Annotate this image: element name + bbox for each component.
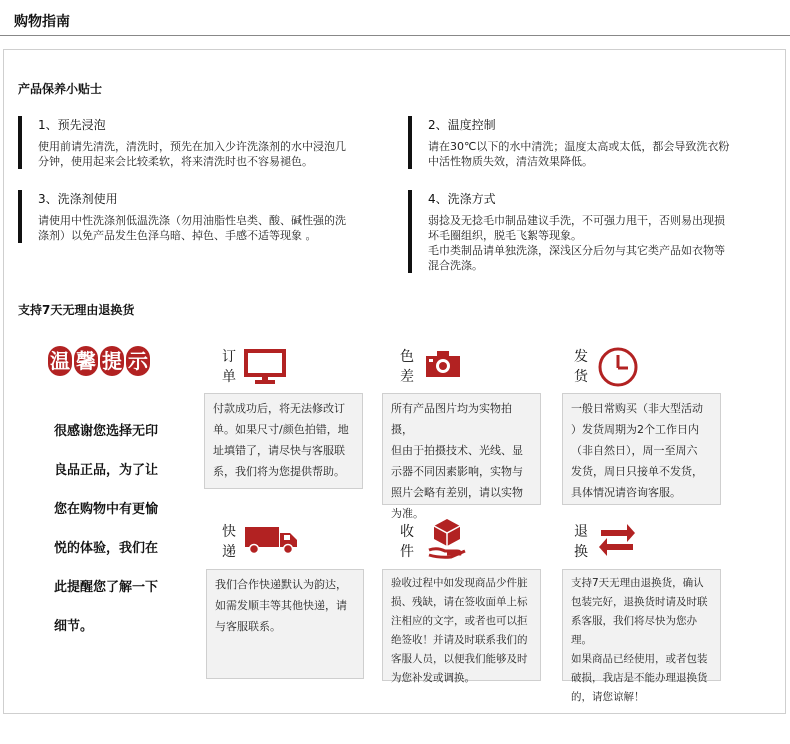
card-label-receive: [398, 522, 416, 562]
badge-char: 提: [100, 346, 124, 376]
tip-body: 使用前请先清洗，清洗时，预先在加入少许洗涤剂的水中浸泡几 分钟，使用起来会比较柔软，将来清洗时也不容易褪色。: [38, 140, 346, 168]
intro-line: 很感谢您选择无印: [54, 424, 159, 439]
card-body-exchange: 支持7天无理由退换货，确认 包装完好，退换货时请及时联 系客服，我们将尽快为您办理。 如果商品已经使用，或者包装 破损，我店是不能办理退换货 的，请您谅解！: [562, 569, 721, 681]
tip-title: 3、洗涤剂使用: [38, 192, 118, 206]
badge-char: 馨: [74, 346, 98, 376]
card-label-exchange: [572, 522, 590, 562]
label-char: 换: [574, 544, 588, 560]
label-char: 货: [574, 369, 588, 385]
page-title: 购物指南: [14, 14, 70, 30]
label-char: 差: [400, 369, 414, 385]
truck-icon: [244, 525, 298, 555]
tip-title: 2、温度控制: [428, 118, 496, 132]
card-body-order: 付款成功后，将无法修改订 单。如果尺寸/颜色拍错，地 址填错了，请尽快与客服联 系，我们将为您提供帮助。: [204, 393, 363, 489]
tip-title: 1、预先浸泡: [38, 118, 106, 132]
package-hand-icon: [427, 517, 467, 559]
tip-body: 请使用中性洗涤剂低温洗涤（勿用油脂性皂类、酸、碱性强的洗 涤剂）以免产品发生色泽乌暗、掉色、手感不适等现象 。: [38, 214, 346, 242]
label-char: 色: [400, 349, 414, 365]
card-body-color: 所有产品图片均为实物拍摄， 但由于拍摄技术、光线、显 示器不同因素影响，实物与 照片会略有差别，请以实物 为准。: [382, 393, 541, 505]
card-label-color: [398, 347, 416, 387]
header-divider: [0, 35, 790, 36]
intro-line: 良品正品，为了让: [54, 463, 159, 478]
card-body-receive: 验收过程中如发现商品少件脏 损、残缺，请在签收面单上标 注相应的文字，或者也可以拒 绝签收！并请及时联系我们的 客服人员，以便我们能够及时 为您补发或调换。: [382, 569, 541, 681]
monitor-icon: [244, 349, 286, 385]
tip-temperature: [408, 116, 788, 169]
label-char: 单: [222, 369, 236, 385]
badge-char: 示: [126, 346, 150, 376]
label-char: 订: [222, 349, 236, 365]
label-char: 退: [574, 524, 588, 540]
camera-icon: [425, 350, 461, 378]
card-label-express: [220, 522, 238, 562]
label-char: 件: [400, 544, 414, 560]
warm-tip-badge: [48, 346, 158, 380]
tip-detergent: [18, 190, 398, 243]
intro-line: 悦的体验，我们在: [54, 541, 159, 556]
intro-line: 您在购物中有更愉: [54, 502, 159, 517]
tip-body: 请在30℃以下的水中清洗；温度太高或太低，都会导致洗衣粉 中活性物质失效，清洁效果降低。: [428, 140, 730, 168]
card-body-shipping: 一般日常购买（非大型活动 ）发货周期为2个工作日内 （非自然日），周一至周六 发货，周日只接单不发货， 具体情况请咨询客服。: [562, 393, 721, 505]
label-char: 快: [222, 524, 236, 540]
tip-soak: [18, 116, 398, 169]
label-char: 发: [574, 349, 588, 365]
returns-title: 支持7天无理由退换货: [18, 303, 135, 317]
tip-body: 弱捻及无捻毛巾制品建议手洗，不可强力甩干，否则易出现损 坏毛圈组织，脱毛飞絮等现象。 毛巾类制品请单独洗涤，深浅区分后勿与其它类产品如衣物等 混合洗涤。: [428, 214, 725, 272]
label-char: 收: [400, 524, 414, 540]
clock-icon: [597, 346, 639, 388]
tip-washing-method: [408, 190, 788, 273]
card-label-shipping: [572, 347, 590, 387]
badge-char: 温: [48, 346, 72, 376]
intro-line: 此提醒您了解一下: [54, 580, 159, 595]
card-body-express: 我们合作快递默认为韵达， 如需发顺丰等其他快递，请 与客服联系。: [206, 569, 364, 679]
intro-line: 细节。: [54, 619, 94, 634]
card-label-order: [220, 347, 238, 387]
tip-title: 4、洗涤方式: [428, 192, 496, 206]
tips-title: 产品保养小贴士: [18, 82, 103, 96]
label-char: 递: [222, 544, 236, 560]
exchange-icon: [597, 522, 637, 558]
intro-text: [54, 412, 184, 646]
